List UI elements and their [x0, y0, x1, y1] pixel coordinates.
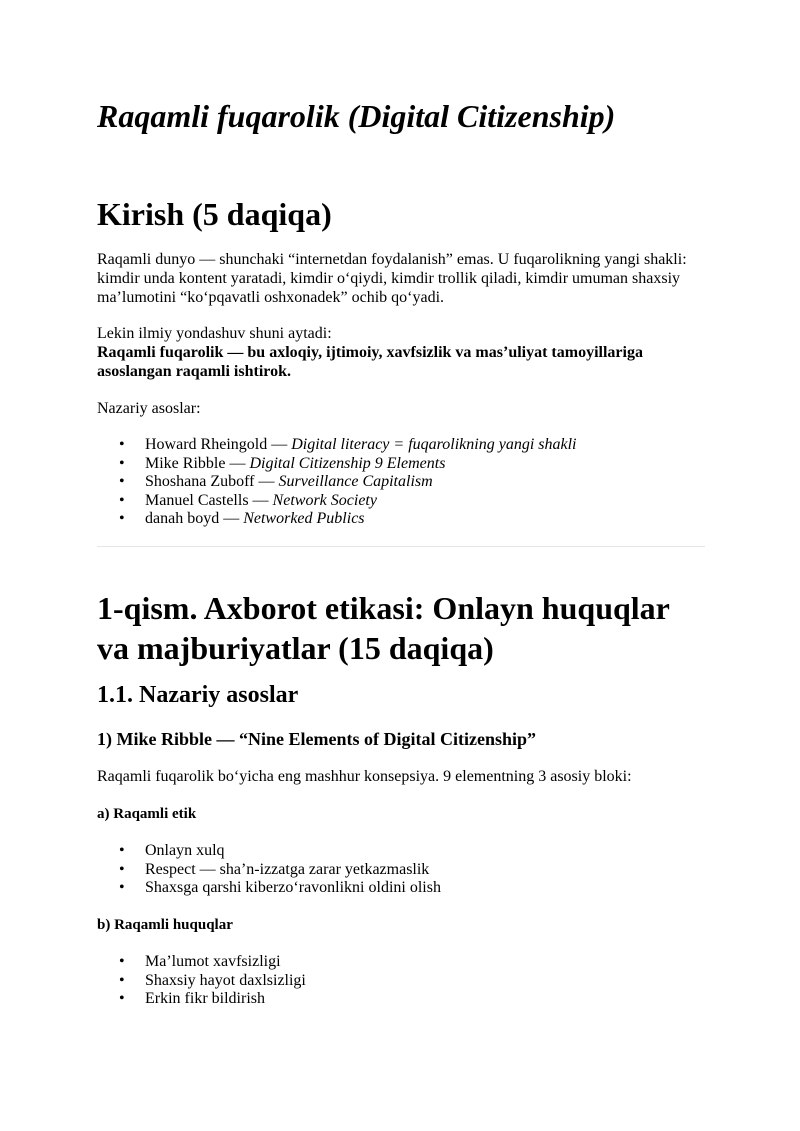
list-item-text: Erkin fikr bildirish [145, 990, 265, 1007]
list-item [97, 473, 576, 492]
list-item-text: Shaxsga qarshi kiberzoʻravonlikni oldini olish [145, 879, 441, 896]
theorist-author: danah boyd — [145, 510, 244, 527]
bullet-icon: • [119, 953, 125, 970]
list-item [97, 492, 576, 511]
ribble-intro: Raqamli fuqarolik boʻyicha eng mashhur konsepsiya. 9 elementning 3 asosiy bloki: [97, 768, 632, 785]
theorist-author: Manuel Castells — [145, 491, 273, 509]
theory-label: Nazariy asoslar: [97, 400, 201, 417]
intro-paragraph-line: kimdir unda kontent yaratadi, kimdir oʻqiydi, kimdir trollik qiladi, kimdir umuman shaxsiy [97, 270, 681, 287]
list-item-text: Ma’lumot xavfsizligi [145, 953, 281, 970]
theorist-work: Surveillance Capitalism [278, 473, 433, 490]
section-divider [97, 546, 705, 547]
list-item [97, 990, 306, 1009]
list-item-text: Shaxsiy hayot daxlsizligi [145, 971, 306, 989]
bullet-icon: • [119, 436, 125, 453]
list-item-text: Onlayn xulq [145, 842, 225, 859]
theorist-work: Digital Citizenship 9 Elements [249, 454, 446, 472]
intro-paragraph-line: Raqamli dunyo — shunchaki “internetdan foydalanish” emas. U fuqarolikning yangi shakli: [97, 251, 687, 268]
part1-heading-line: 1-qism. Axborot etikasi: Onlayn huquqlar [97, 590, 670, 626]
list-item [97, 455, 576, 474]
bullet-icon: • [119, 510, 125, 527]
scientific-approach-line: Lekin ilmiy yondashuv shuni aytadi: [97, 325, 332, 342]
block-a-list [97, 842, 441, 898]
bullet-icon: • [119, 473, 125, 490]
theorist-work: Digital literacy = fuqarolikning yangi shakli [291, 436, 577, 453]
definition-line: Raqamli fuqarolik — bu axloqiy, ijtimoiy, xavfsizlik va mas’uliyat tamoyillariga [97, 344, 643, 361]
document-title: Raqamli fuqarolik (Digital Citizenship) [97, 98, 616, 134]
theory-subheading: 1.1. Nazariy asoslar [97, 682, 299, 708]
theorists-list [97, 436, 576, 529]
bullet-icon: • [119, 879, 125, 896]
bullet-icon: • [119, 860, 125, 878]
list-item [97, 861, 441, 880]
bullet-icon: • [119, 990, 125, 1007]
theorist-author: Howard Rheingold — [145, 436, 292, 453]
list-item [97, 953, 306, 972]
definition-line: asoslangan raqamli ishtirok. [97, 363, 291, 380]
list-item [97, 879, 441, 898]
theorist-author: Shoshana Zuboff — [145, 473, 279, 490]
theorist-work: Network Society [272, 491, 377, 509]
definition-text [97, 343, 697, 381]
bullet-icon: • [119, 454, 125, 472]
list-item [97, 510, 576, 529]
intro-paragraph-line: ma’lumotini “koʻpqavatli oshxonadek” ochib qoʻyadi. [97, 289, 445, 306]
bullet-icon: • [119, 971, 125, 989]
block-b-list [97, 953, 306, 1009]
scientific-approach-paragraph [97, 324, 697, 381]
part1-heading-line: va majburiyatlar (15 daqiqa) [97, 630, 494, 666]
part1-heading [97, 588, 670, 668]
bullet-icon: • [119, 842, 125, 859]
intro-heading: Kirish (5 daqiqa) [97, 196, 332, 232]
list-item [97, 972, 306, 991]
list-item [97, 436, 576, 455]
intro-paragraph [97, 250, 697, 307]
ribble-heading: 1) Mike Ribble — “Nine Elements of Digital Citizenship” [97, 729, 536, 749]
block-a-heading: a) Raqamli etik [97, 806, 197, 822]
bullet-icon: • [119, 491, 125, 509]
list-item [97, 842, 441, 861]
block-b-heading: b) Raqamli huquqlar [97, 917, 233, 933]
theorist-work: Networked Publics [243, 510, 365, 527]
list-item-text: Respect — sha’n-izzatga zarar yetkazmaslik [145, 860, 430, 878]
theorist-author: Mike Ribble — [145, 454, 250, 472]
